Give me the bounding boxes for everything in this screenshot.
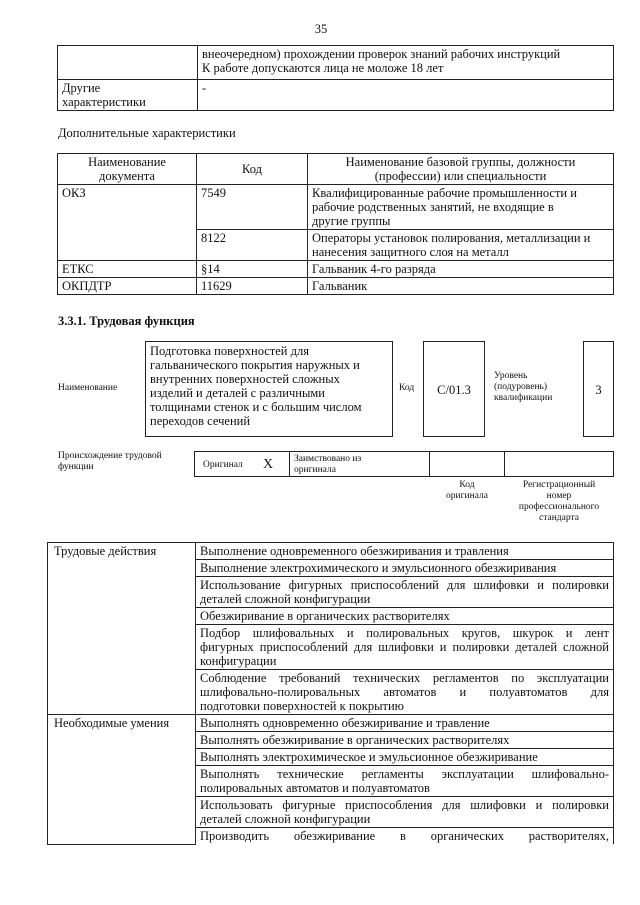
table-row bbox=[58, 46, 614, 80]
table-cell bbox=[58, 80, 198, 111]
function-code-box bbox=[423, 341, 485, 437]
origin-original-cell bbox=[194, 451, 290, 477]
function-name-line: толщинами стенок и с большим числом bbox=[150, 400, 362, 414]
reg-caption bbox=[504, 480, 614, 524]
original-label: Оригинал bbox=[203, 460, 243, 470]
column-header-document bbox=[58, 154, 197, 185]
caption-line: Код bbox=[459, 480, 475, 490]
cell-line: другие группы bbox=[312, 214, 391, 228]
actions-label: Трудовые действия bbox=[48, 543, 196, 715]
origin-reg-cell bbox=[504, 451, 614, 477]
list-item: Выполнять обезжиривание в органических растворителях bbox=[196, 732, 614, 749]
cell-line: внеочередном) прохождении проверок знаний рабочих инструкций bbox=[202, 47, 561, 61]
table-row bbox=[58, 80, 614, 111]
header-line: Наименование базовой группы, должности bbox=[345, 155, 576, 169]
caption-line: Регистрационный bbox=[522, 480, 596, 490]
list-item: Выполнять электрохимическое и эмульсионное обезжиривание bbox=[196, 749, 614, 766]
level-label-line: Уровень bbox=[494, 371, 528, 381]
list-item: Выполнять одновременно обезжиривание и травление bbox=[196, 715, 614, 732]
borrowed-line: оригинала bbox=[294, 465, 336, 475]
cell-line: Операторы установок полирования, металлизации и bbox=[312, 231, 591, 245]
table-cell: 7549 bbox=[197, 185, 308, 230]
cell-line: Квалифицированные рабочие промышленности и bbox=[312, 186, 577, 200]
table-cell bbox=[58, 46, 198, 80]
header-line: документа bbox=[99, 169, 155, 183]
cell-line: рабочие родственных занятий, не входящие в bbox=[312, 200, 554, 214]
header-line: Наименование bbox=[88, 155, 166, 169]
level-value-box bbox=[583, 341, 614, 437]
level-value: 3 bbox=[595, 383, 602, 397]
code-label: Код bbox=[399, 383, 415, 393]
section-title: 3.3.1. Трудовая функция bbox=[58, 314, 195, 328]
cell-line: нанесения защитного слоя на металл bbox=[312, 245, 509, 259]
function-name-line: изделий и деталей с различными bbox=[150, 386, 325, 400]
function-name-box bbox=[145, 341, 393, 437]
table-cell: ОКЗ bbox=[58, 185, 197, 261]
section-subtitle: Дополнительные характеристики bbox=[58, 126, 236, 140]
level-label-line: квалификации bbox=[494, 393, 553, 403]
column-header-code: Код bbox=[197, 154, 308, 185]
list-item: Обезжиривание в органических растворителях bbox=[196, 608, 614, 625]
row-label: характеристики bbox=[62, 95, 146, 109]
header-line: (профессии) или специальности bbox=[374, 169, 547, 183]
row-label: Другие bbox=[62, 81, 101, 95]
list-item: Выполнение электрохимического и эмульсионного обезжиривания bbox=[196, 560, 614, 577]
table-row bbox=[48, 543, 614, 560]
table-cell: ЕТКС bbox=[58, 261, 197, 278]
skills-label: Необходимые умения bbox=[48, 715, 196, 845]
list-item: Использовать фигурные приспособления для шлифовки и полировки деталей сложной конфигурации bbox=[196, 797, 614, 828]
caption-line: оригинала bbox=[446, 491, 488, 501]
table-cell: Гальваник 4-го разряда bbox=[308, 261, 614, 278]
function-name-line: гальванического покрытия наружных и bbox=[150, 358, 360, 372]
origin-code-cell bbox=[429, 451, 505, 477]
list-item: Производить обезжиривание в органических растворителях, bbox=[196, 828, 614, 845]
list-item: Соблюдение требований технических регламентов по эксплуатации шлифовально-полировальных автоматов и полуавтоматов для подготовки поверхностей к покрытию bbox=[196, 670, 614, 715]
table-cell bbox=[308, 230, 614, 261]
borrowed-line: Заимствовано из bbox=[294, 454, 362, 464]
function-name-line: Подготовка поверхностей для bbox=[150, 344, 309, 358]
table-row bbox=[58, 185, 614, 230]
level-label bbox=[494, 371, 552, 404]
function-code-value: С/01.3 bbox=[437, 383, 471, 397]
page-number: 35 bbox=[314, 22, 328, 36]
cell-line: К работе допускаются лица не моложе 18 лет bbox=[202, 61, 444, 75]
list-item: Подбор шлифовальных и полировальных кругов, шкурок и лент фигурных приспособлений для шлифовки и полировки деталей сложной конфигурации bbox=[196, 625, 614, 670]
function-name-line: внутренних поверхностей сложных bbox=[150, 372, 340, 386]
original-mark: X bbox=[263, 457, 274, 472]
list-item: Использование фигурных приспособлений для шлифовки и полировки деталей сложной конфигурации bbox=[196, 577, 614, 608]
origin-label bbox=[58, 451, 162, 473]
additional-table bbox=[57, 153, 614, 295]
table-cell: 11629 bbox=[197, 278, 308, 295]
code-caption bbox=[429, 480, 505, 502]
table-cell bbox=[198, 46, 614, 80]
origin-label-line: функции bbox=[58, 462, 94, 472]
top-table bbox=[57, 45, 614, 111]
table-row bbox=[58, 278, 614, 295]
table-cell bbox=[308, 185, 614, 230]
table-cell: 8122 bbox=[197, 230, 308, 261]
table-cell: Гальваник bbox=[308, 278, 614, 295]
table-header-row bbox=[58, 154, 614, 185]
column-header-name bbox=[308, 154, 614, 185]
level-label-line: (подуровень) bbox=[494, 382, 548, 392]
table-row bbox=[48, 715, 614, 732]
table-cell: ОКПДТР bbox=[58, 278, 197, 295]
caption-line: стандарта bbox=[539, 513, 579, 523]
table-cell: - bbox=[198, 80, 614, 111]
list-item: Выполнять технические регламенты эксплуатации шлифовально- полировальных автоматов и полуавтоматов bbox=[196, 766, 614, 797]
table-cell: §14 bbox=[197, 261, 308, 278]
caption-line: номер bbox=[546, 491, 572, 501]
caption-line: профессионального bbox=[518, 502, 600, 512]
origin-label-line: Происхождение трудовой bbox=[58, 451, 162, 461]
table-row bbox=[58, 261, 614, 278]
main-table bbox=[47, 542, 614, 845]
name-label: Наименование bbox=[58, 383, 118, 393]
list-item: Выполнение одновременного обезжиривания и травления bbox=[196, 543, 614, 560]
function-name-line: переходов сечений bbox=[150, 414, 251, 428]
origin-borrowed-cell bbox=[289, 451, 430, 477]
